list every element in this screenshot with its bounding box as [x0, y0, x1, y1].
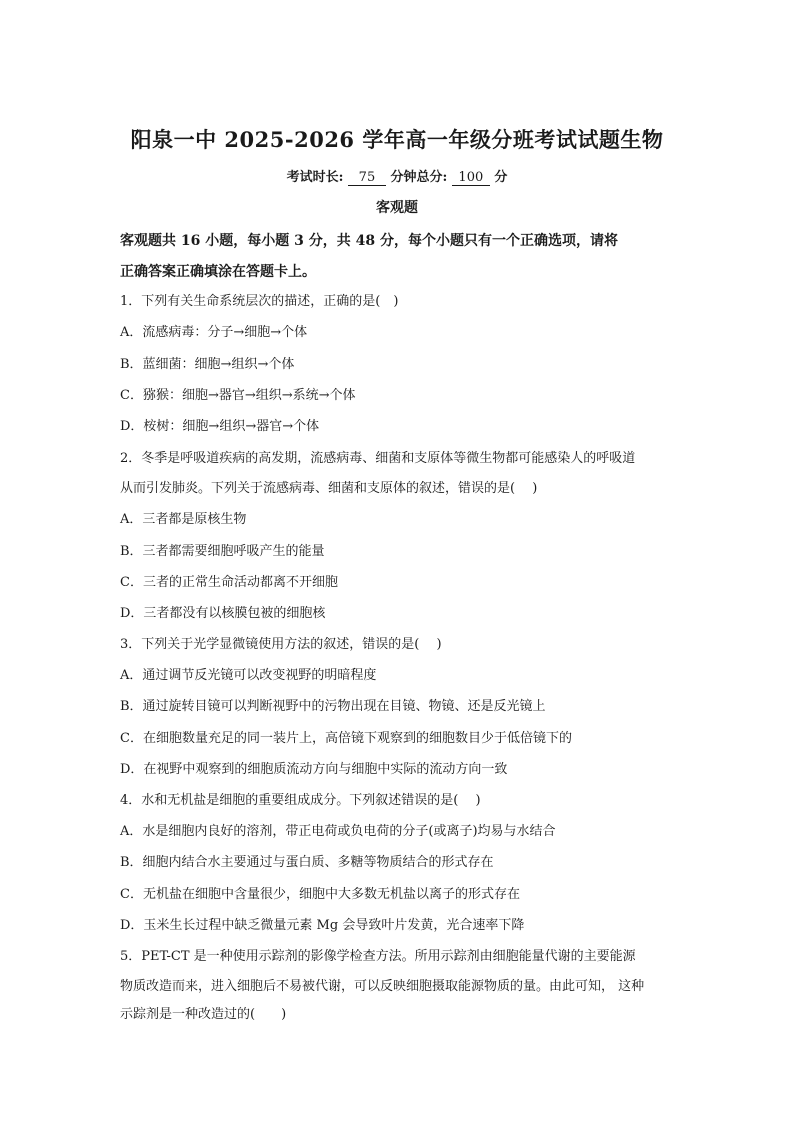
question-2-stem-line-1: 2．冬季是呼吸道疾病的高发期，流感病毒、细菌和支原体等微生物都可能感染人的呼吸道: [120, 451, 636, 466]
question-3-option-a: A．通过调节反光镜可以改变视野的明暗程度: [120, 668, 377, 683]
score-label: 总分:: [416, 170, 448, 185]
section-title: 客观题: [376, 200, 418, 216]
question-3-stem: 3．下列关于光学显微镜使用方法的叙述，错误的是( ): [120, 637, 442, 652]
score-unit: 分: [494, 170, 508, 185]
question-2-option-a: A．三者都是原核生物: [120, 512, 247, 527]
question-2-option-b: B．三者都需要细胞呼吸产生的能量: [120, 544, 325, 559]
score-value: 100: [452, 170, 490, 186]
question-3-option-c: C．在细胞数量充足的同一装片上，高倍镜下观察到的细胞数目少于低倍镜下的: [120, 731, 572, 746]
duration-label: 考试时长:: [286, 170, 344, 185]
question-3-option-d: D．在视野中观察到的细胞质流动方向与细胞中实际的流动方向一致: [120, 762, 508, 777]
question-3-option-b: B．通过旋转目镜可以判断视野中的污物出现在目镜、物镜、还是反光镜上: [120, 699, 546, 714]
section-instructions-line-2: 正确答案正确填涂在答题卡上。: [120, 264, 316, 280]
question-2-option-d: D．三者都没有以核膜包被的细胞核: [120, 606, 326, 621]
question-1-stem: 1．下列有关生命系统层次的描述，正确的是( ): [120, 294, 399, 309]
question-2-stem-line-2: 从而引发肺炎。下列关于流感病毒、细菌和支原体的叙述，错误的是( ): [120, 481, 538, 496]
section-instructions-line-1: 客观题共 16 小题，每小题 3 分，共 48 分，每个小题只有一个正确选项，请将: [120, 233, 618, 249]
question-1-option-c: C．猕猴：细胞→器官→组织→系统→个体: [120, 388, 356, 403]
question-1-option-b: B．蓝细菌：细胞→组织→个体: [120, 357, 295, 372]
question-5-stem-line-1: 5．PET-CT 是一种使用示踪剂的影像学检查方法。所用示踪剂由细胞能量代谢的主要能源: [120, 949, 636, 964]
duration-unit: 分钟: [390, 170, 417, 185]
question-5-stem-line-2: 物质改造而来，进入细胞后不易被代谢，可以反映细胞摄取能源物质的量。由此可知， 这种: [120, 979, 645, 994]
question-1-option-a: A．流感病毒：分子→细胞→个体: [120, 325, 308, 340]
question-4-option-b: B．细胞内结合水主要通过与蛋白质、多糖等物质结合的形式存在: [120, 855, 494, 870]
question-4-option-a: A．水是细胞内良好的溶剂，带正电荷或负电荷的分子(或离子)均易与水结合: [120, 824, 556, 839]
question-4-stem: 4．水和无机盐是细胞的重要组成成分。下列叙述错误的是( ): [120, 793, 481, 808]
exam-meta: [0, 166, 794, 186]
question-4-option-c: C．无机盐在细胞中含量很少，细胞中大多数无机盐以离子的形式存在: [120, 887, 520, 902]
question-2-option-c: C．三者的正常生命活动都离不开细胞: [120, 575, 338, 590]
duration-value: 75: [348, 170, 386, 186]
question-4-option-d: D．玉米生长过程中缺乏微量元素 Mg 会导致叶片发黄，光合速率下降: [120, 918, 525, 933]
exam-title: 阳泉一中 2025-2026 学年高一年级分班考试试题生物: [130, 127, 664, 152]
question-1-option-d: D．桉树：细胞→组织→器官→个体: [120, 419, 320, 434]
question-5-stem-line-3: 示踪剂是一种改造过的( ): [120, 1007, 287, 1022]
